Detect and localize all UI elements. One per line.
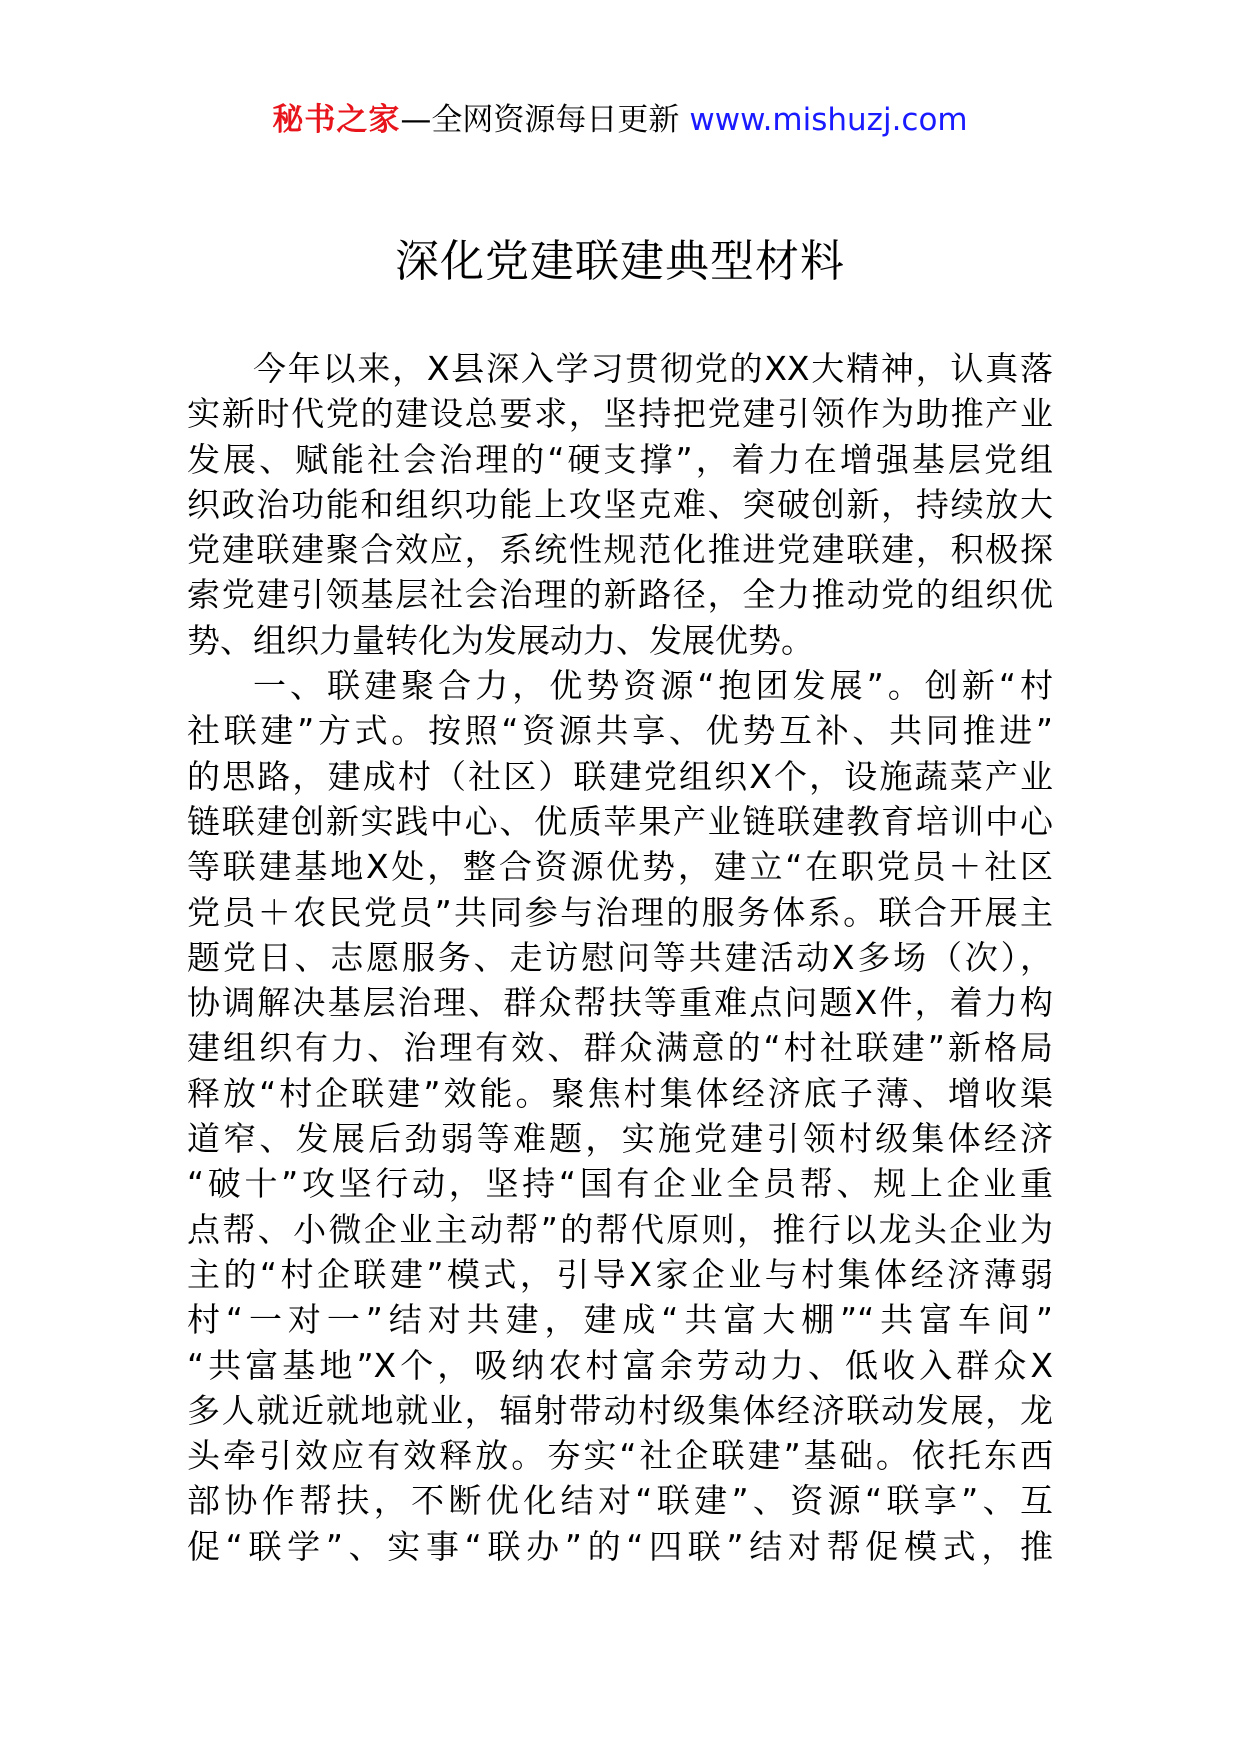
paragraph-line: 今年以来，X县深入学习贯彻党的XX大精神，认真落 [253, 349, 1053, 388]
paragraph-line: 释放“村企联建”效能。聚焦村集体经济底子薄、增收渠 [187, 1073, 1053, 1113]
paragraph-line: 链联建创新实践中心、优质苹果产业链联建教育培训中心 [187, 801, 1053, 841]
site-url-link[interactable]: www.mishuzj.com [689, 102, 968, 138]
paragraph-line: 题党日、志愿服务、走访慰问等共建活动X多场（次）， [187, 937, 1053, 977]
paragraph-line: 促“联学”、实事“联办”的“四联”结对帮促模式，推 [187, 1526, 1053, 1566]
paragraph-line: 织政治功能和组织功能上攻坚克难、突破创新，持续放大 [187, 484, 1053, 524]
paragraph-line: 村“一对一”结对共建，建成“共富大棚”“共富车间” [187, 1300, 1053, 1340]
paragraph-line: 主的“村企联建”模式，引导X家企业与村集体经济薄弱 [187, 1254, 1053, 1294]
paragraph-line: 等联建基地X处，整合资源优势，建立“在职党员＋社区 [187, 847, 1053, 887]
paragraph-line: 协调解决基层治理、群众帮扶等重难点问题X件，着力构 [187, 983, 1053, 1023]
site-header [0, 100, 1240, 140]
paragraph-line: 势、组织力量转化为发展动力、发展优势。 [187, 620, 814, 660]
paragraph-line: 索党建引领基层社会治理的新路径，全力推动党的组织优 [187, 575, 1053, 615]
site-tagline: —全网资源每日更新 [400, 102, 680, 138]
paragraph-line: 党建联建聚合效应，系统性规范化推进党建联建，积极探 [187, 530, 1053, 570]
document-title: 深化党建联建典型材料 [395, 236, 845, 287]
paragraph-line: 建组织有力、治理有效、群众满意的“村社联建”新格局 [187, 1028, 1053, 1068]
paragraph-line: 发展、赋能社会治理的“硬支撑”，着力在增强基层党组 [187, 439, 1053, 479]
paragraph-line: 部协作帮扶，不断优化结对“联建”、资源“联享”、互 [187, 1481, 1053, 1521]
paragraph-line: 头牵引效应有效释放。夯实“社企联建”基础。依托东西 [187, 1436, 1053, 1476]
site-brand: 秘书之家 [272, 102, 401, 138]
paragraph-line: 的思路，建成村（社区）联建党组织X个，设施蔬菜产业 [187, 756, 1053, 796]
paragraph-line: 实新时代党的建设总要求，坚持把党建引领作为助推产业 [187, 394, 1053, 434]
paragraph-line: 点帮、小微企业主动帮”的帮代原则，推行以龙头企业为 [187, 1209, 1053, 1249]
paragraph-line: 社联建”方式。按照“资源共享、优势互补、共同推进” [187, 711, 1053, 751]
paragraph-line: “破十”攻坚行动，坚持“国有企业全员帮、规上企业重 [187, 1164, 1053, 1204]
paragraph-line: 一、联建聚合力，优势资源“抱团发展”。创新“村 [253, 666, 1053, 706]
paragraph-line: 多人就近就地就业，辐射带动村级集体经济联动发展，龙 [187, 1390, 1053, 1430]
document-body [187, 346, 1053, 1569]
paragraph-line: “共富基地”X个，吸纳农村富余劳动力、低收入群众X [187, 1345, 1053, 1385]
paragraph-line: 党员＋农民党员”共同参与治理的服务体系。联合开展主 [187, 892, 1053, 932]
paragraph-line: 道窄、发展后劲弱等难题，实施党建引领村级集体经济 [187, 1119, 1053, 1159]
